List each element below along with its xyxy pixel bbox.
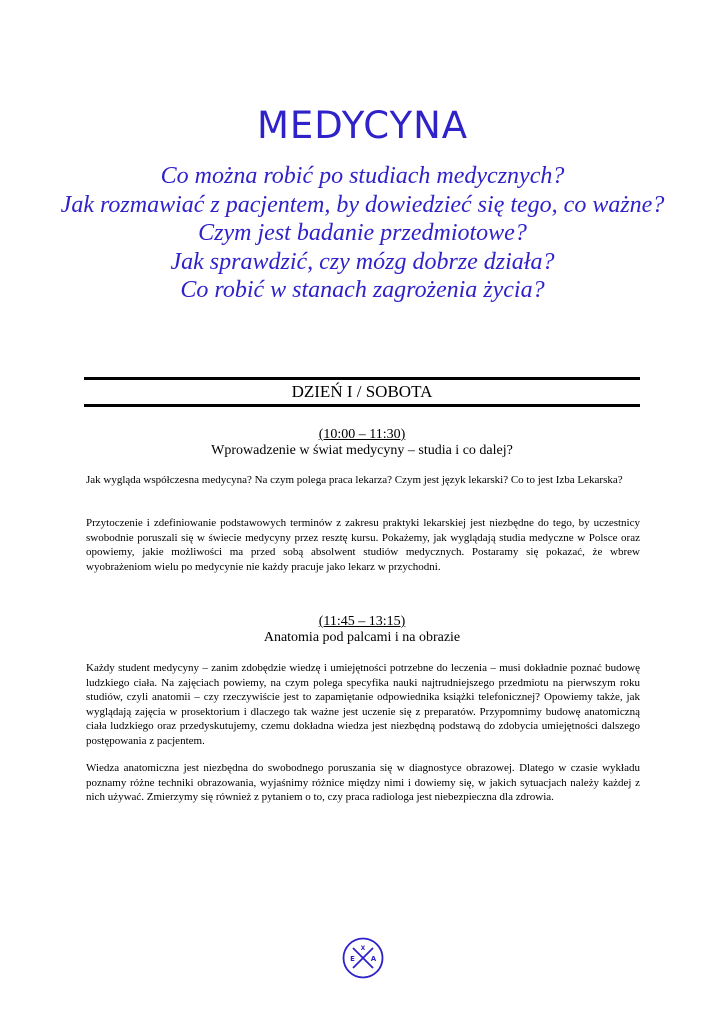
question-line: Co robić w stanach zagrożenia życia? xyxy=(180,277,545,303)
session-title: Wprowadzenie w świat medycyny – studia i co dalej? xyxy=(211,443,513,458)
session-paragraph: Przytoczenie i zdefiniowanie podstawowych terminów z zakresu praktyki lekarskiej jest niezbędne do tego, by uczestnicy swobodnie poruszali się w świecie medycyny przez resztę kursu. Pokażemy, jak wyglądają studia medyczne w Polsce oraz opowiemy, jakie możliwości ma przed sobą absolwent studiów medycznych. Postaramy się pokazać, że wbrew wyobrażeniom wielu po medycynie nie każdy pracuje jako lekarz w przychodni. xyxy=(86,517,640,573)
session-paragraph: Wiedza anatomiczna jest niezbędna do swobodnego poruszania się w diagnostyce obrazowej. Dlatego w czasie wykładu poznamy różne techniki obrazowania, wyjaśnimy różnice między nimi i dowiemy się, w jakich sytuacjach należy każdej z nich używać. Zmierzymy się również z pytaniem o to, czy praca radiologa jest niebezpieczna dla zdrowia. xyxy=(86,762,640,804)
question-line: Jak sprawdzić, czy mózg dobrze działa? xyxy=(170,248,555,275)
session-paragraph: Każdy student medycyny – zanim zdobędzie wiedzę i umiejętności potrzebne do leczenia – musi dokładnie poznać budowę ludzkiego ciała. Na zajęciach powiemy, na czym polega specyfika nauki najtrudniejszego przedmiotu na pierwszym roku studiów, czyli anatomii – czy rzeczywiście jest to zapamiętanie odpowiednika książki telefonicznej? Opowiemy także, jak wyglądają zajęcia w prosektorium i dlaczego tak ważne jest uczenie się z preparatów. Przypomnimy budowę anatomiczną ciała ludzkiego oraz przedyskutujemy, czemu dokładna wiedza jest niezbędną podstawą do zdobycia umiejętności dalszego postępowania z pacjentem. xyxy=(86,662,640,747)
session-time: (10:00 – 11:30) xyxy=(318,427,406,442)
divider-bottom xyxy=(84,404,640,407)
logo-letter: E xyxy=(350,955,355,963)
session-title: Anatomia pod palcami i na obrazie xyxy=(263,630,461,645)
session-time: (11:45 – 13:15) xyxy=(318,614,406,629)
page-title: MEDYCYNA xyxy=(256,104,469,147)
intro-questions xyxy=(60,162,665,305)
logo-letter: A xyxy=(370,955,377,963)
day-heading: DZIEŃ I / SOBOTA xyxy=(291,382,433,401)
question-line: Co można robić po studiach medycznych? xyxy=(160,163,565,189)
session-paragraph: Jak wygląda współczesna medycyna? Na czym polega praca lekarza? Czym jest język lekarski? Co to jest Izba Lekarska? xyxy=(86,474,623,486)
divider-top xyxy=(84,377,640,380)
logo-letter: X xyxy=(360,945,366,952)
question-line: Czym jest badanie przedmiotowe? xyxy=(198,220,527,246)
question-line: Jak rozmawiać z pacjentem, by dowiedzieć się tego, co ważne? xyxy=(60,191,665,218)
exa-logo-icon xyxy=(342,937,384,979)
